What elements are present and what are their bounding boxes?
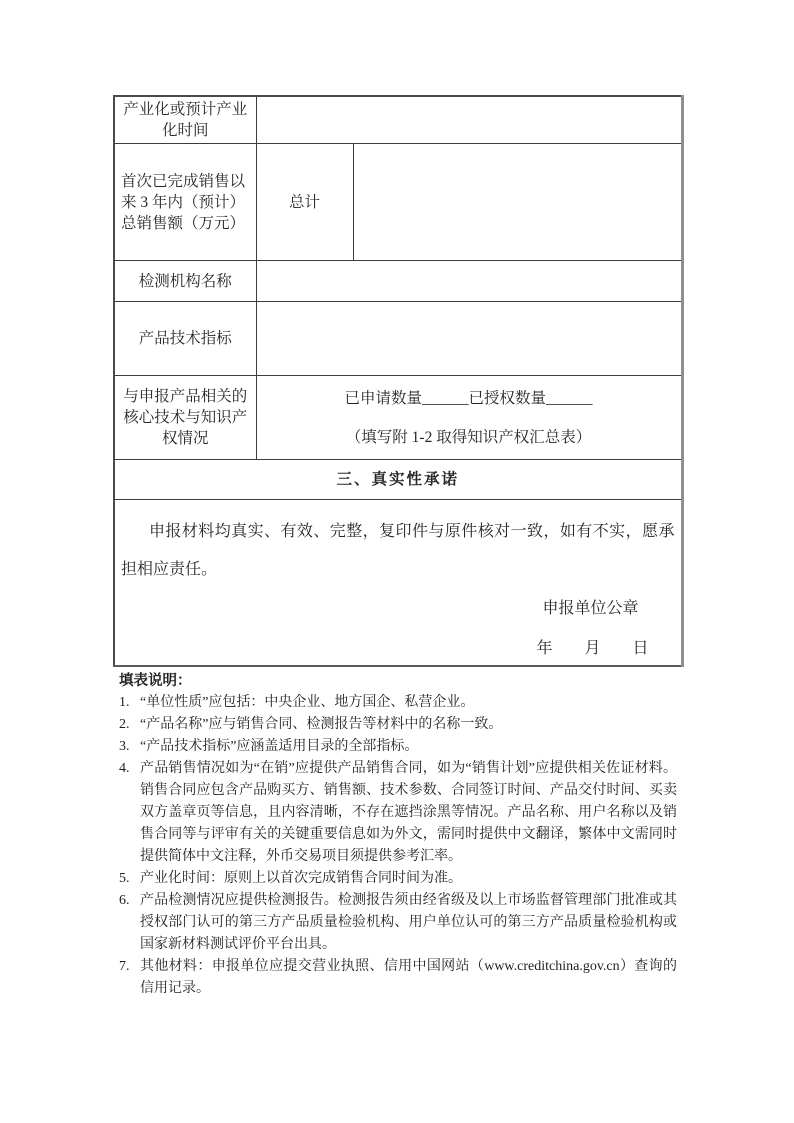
note-item (119, 714, 677, 736)
ipr-label: 与申报产品相关的核心技术与知识产权情况 (114, 376, 256, 460)
row-tech-indicators (114, 302, 682, 376)
row-commitment (114, 500, 682, 666)
note-item (119, 692, 677, 714)
ipr-counts-line: 已申请数量______已授权数量______ (344, 389, 593, 407)
note-item-text: 其他材料：申报单位应提交营业执照、信用中国网站（www.creditchina.gov.cn）查询的信用记录。 (140, 959, 677, 996)
date-blank-line: 年 月 日 (536, 640, 649, 658)
form-filling-notes (119, 670, 677, 1000)
commitment-paragraph: 申报材料均真实、有效、完整，复印件与原件核对一致，如有不实，愿承担相应责任。 (121, 523, 675, 579)
row-testing-agency (114, 261, 682, 302)
total-sum-label: 总计 (256, 144, 353, 261)
testing-agency-input-cell[interactable] (256, 261, 682, 302)
notes-title: 填表说明： (119, 673, 192, 689)
total-sales-label: 首次已完成销售以来 3 年内（预计）总销售额（万元） (114, 144, 256, 261)
application-form-table (113, 95, 684, 667)
commitment-cell (114, 500, 682, 666)
authenticity-section-title: 三、真实性承诺 (114, 460, 682, 500)
note-item (119, 758, 677, 868)
note-item-number: 5. (119, 871, 130, 886)
note-item (119, 890, 677, 956)
note-item-text: 产品检测情况应提供检测报告。检测报告须由经省级及以上市场监督管理部门批准或其授权部门认可的第三方产品质量检验机构、用户单位认可的第三方产品质量检验机构或国家新材料测试评价平台出具。 (140, 893, 677, 952)
tech-indicators-input-cell[interactable] (256, 302, 682, 376)
testing-agency-label: 检测机构名称 (114, 261, 256, 302)
note-item-text: 产业化时间：原则上以首次完成销售合同时间为准。 (140, 871, 462, 886)
company-seal-label: 申报单位公章 (542, 600, 639, 618)
note-item-number: 4. (119, 761, 130, 776)
row-total-sales (114, 144, 682, 261)
note-item-number: 7. (119, 959, 130, 974)
industrialization-time-input-cell[interactable] (256, 96, 682, 144)
ipr-attachment-note: （填写附 1-2 取得知识产权汇总表） (345, 428, 592, 446)
note-item (119, 736, 677, 758)
note-item-text: 产品销售情况如为“在销”应提供产品销售合同，如为“销售计划”应提供相关佐证材料。销售合同应包含产品购买方、销售额、技术参数、合同签订时间、产品交付时间、买卖双方盖章页等信息，且内容清晰，不存在遮挡涂黑等情况。产品名称、用户名称以及销售合同等与评审有关的关键重要信息如为外文，需同时提供中文翻译，繁体中文需同时提供简体中文注释，外币交易项目须提供参考汇率。 (140, 761, 677, 864)
industrialization-time-label: 产业化或预计产业化时间 (114, 96, 256, 144)
note-item-number: 6. (119, 893, 130, 908)
note-item-text: “单位性质”应包括：中央企业、地方国企、私营企业。 (140, 695, 475, 710)
note-item-text: “产品名称”应与销售合同、检测报告等材料中的名称一致。 (140, 717, 503, 732)
ipr-input-cell[interactable] (256, 376, 682, 460)
total-sales-input-cell[interactable] (353, 144, 682, 261)
row-industrialization-time (114, 96, 682, 144)
row-section-header (114, 460, 682, 500)
note-item-text: “产品技术指标”应涵盖适用目录的全部指标。 (140, 739, 419, 754)
note-item-number: 3. (119, 739, 130, 754)
note-item (119, 956, 677, 1000)
notes-list (119, 692, 677, 1000)
row-ipr (114, 376, 682, 460)
note-item (119, 868, 677, 890)
note-item-number: 1. (119, 695, 130, 710)
tech-indicators-label: 产品技术指标 (114, 302, 256, 376)
note-item-number: 2. (119, 717, 130, 732)
